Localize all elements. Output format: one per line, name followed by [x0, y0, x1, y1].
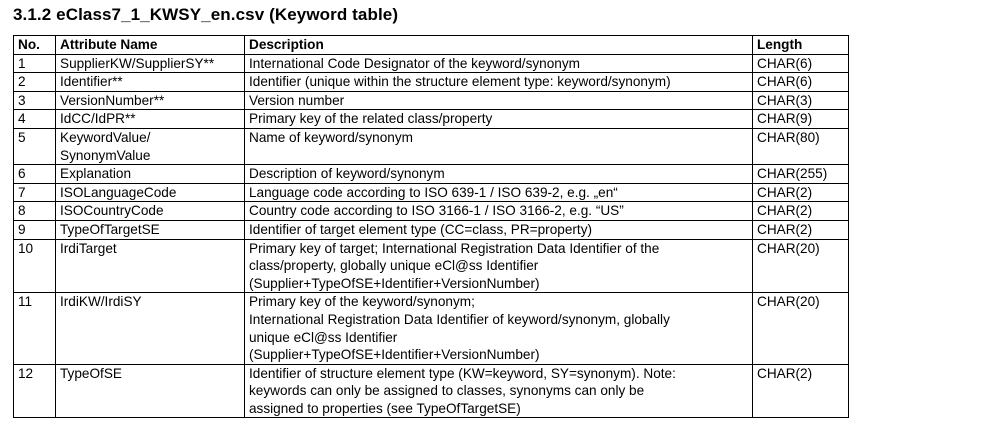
header-description: Description	[245, 36, 753, 55]
header-attribute-name: Attribute Name	[56, 36, 245, 55]
cell-no: 11	[14, 293, 56, 364]
cell-attribute-name	[56, 293, 245, 364]
cell-length: CHAR(80)	[753, 128, 849, 164]
table-row	[14, 54, 849, 73]
cell-attribute-name	[56, 91, 245, 110]
cell-description	[245, 364, 753, 418]
table-row	[14, 202, 849, 221]
attribute-name-line: TypeOfSE	[60, 365, 122, 381]
cell-attribute-name	[56, 128, 245, 164]
attribute-name-line: KeywordValue/	[60, 129, 151, 145]
description-line: Name of keyword/synonym	[249, 129, 413, 145]
cell-attribute-name	[56, 165, 245, 184]
cell-no: 12	[14, 364, 56, 418]
attribute-name-line: Explanation	[60, 166, 132, 182]
attribute-name-line: Identifier**	[60, 74, 123, 90]
description-line: unique eCl@ss Identifier	[249, 329, 398, 345]
cell-attribute-name	[56, 73, 245, 92]
attribute-name-line: IdCC/IdPR**	[60, 111, 136, 127]
description-line: International Code Designator of the keyword/synonym	[249, 55, 580, 71]
table-row	[14, 91, 849, 110]
table-row	[14, 128, 849, 164]
cell-attribute-name	[56, 220, 245, 239]
description-line: Identifier of target element type (CC=class, PR=property)	[249, 221, 593, 237]
cell-attribute-name	[56, 54, 245, 73]
cell-length: CHAR(255)	[753, 165, 849, 184]
description-line: Identifier (unique within the structure element type: keyword/synonym)	[249, 74, 671, 90]
cell-description	[245, 183, 753, 202]
cell-length: CHAR(9)	[753, 110, 849, 129]
cell-attribute-name	[56, 239, 245, 293]
description-line: class/property, globally unique eCl@ss Identifier	[249, 258, 539, 274]
cell-no: 2	[14, 73, 56, 92]
section-title: 3.1.2 eClass7_1_KWSY_en.csv (Keyword table)	[13, 5, 399, 24]
cell-no: 1	[14, 54, 56, 73]
cell-no: 6	[14, 165, 56, 184]
table-row	[14, 110, 849, 129]
table-row	[14, 364, 849, 418]
cell-attribute-name	[56, 183, 245, 202]
attribute-name-line: SupplierKW/SupplierSY**	[60, 55, 215, 71]
header-no: No.	[14, 36, 56, 55]
cell-length: CHAR(2)	[753, 364, 849, 418]
cell-description	[245, 110, 753, 129]
cell-length: CHAR(2)	[753, 220, 849, 239]
description-line: Description of keyword/synonym	[249, 166, 445, 182]
cell-description	[245, 91, 753, 110]
table-row	[14, 239, 849, 293]
table-row	[14, 220, 849, 239]
attribute-name-line: VersionNumber**	[60, 92, 165, 108]
cell-attribute-name	[56, 110, 245, 129]
cell-description	[245, 165, 753, 184]
description-line: Language code according to ISO 639-1 / ISO 639-2, e.g. „en“	[249, 184, 618, 200]
cell-length: CHAR(6)	[753, 54, 849, 73]
attribute-name-line: IrdiTarget	[60, 240, 117, 256]
description-line: Version number	[249, 92, 345, 108]
attribute-name-line: SynonymValue	[60, 147, 151, 163]
description-line: Primary key of the keyword/synonym;	[249, 294, 475, 310]
description-line: Primary key of the related class/property	[249, 111, 493, 127]
attribute-name-line: IrdiKW/IrdiSY	[60, 294, 142, 310]
cell-attribute-name	[56, 202, 245, 221]
description-line: Primary key of target; International Registration Data Identifier of the	[249, 240, 660, 256]
attribute-name-line: TypeOfTargetSE	[60, 221, 160, 237]
cell-description	[245, 293, 753, 364]
cell-description	[245, 202, 753, 221]
cell-length: CHAR(2)	[753, 183, 849, 202]
attribute-name-line: ISOLanguageCode	[60, 184, 177, 200]
table-header-row	[14, 36, 849, 55]
cell-no: 9	[14, 220, 56, 239]
table-row	[14, 165, 849, 184]
header-length: Length	[753, 36, 849, 55]
table-row	[14, 183, 849, 202]
description-line: Identifier of structure element type (KW=keyword, SY=synonym). Note:	[249, 365, 676, 381]
description-line: (Supplier+TypeOfSE+Identifier+VersionNumber)	[249, 275, 540, 291]
table-row	[14, 73, 849, 92]
cell-no: 10	[14, 239, 56, 293]
cell-length: CHAR(2)	[753, 202, 849, 221]
cell-no: 7	[14, 183, 56, 202]
description-line: International Registration Data Identifier of keyword/synonym, globally	[249, 311, 670, 327]
table-row	[14, 293, 849, 364]
cell-attribute-name	[56, 364, 245, 418]
cell-no: 8	[14, 202, 56, 221]
cell-description	[245, 239, 753, 293]
description-line: assigned to properties (see TypeOfTargetSE)	[249, 400, 521, 416]
cell-length: CHAR(3)	[753, 91, 849, 110]
description-line: Country code according to ISO 3166-1 / ISO 3166-2, e.g. “US”	[249, 203, 624, 219]
attribute-name-line: ISOCountryCode	[60, 203, 164, 219]
table-body	[14, 54, 849, 418]
cell-length: CHAR(20)	[753, 293, 849, 364]
cell-no: 3	[14, 91, 56, 110]
cell-description	[245, 128, 753, 164]
description-line: (Supplier+TypeOfSE+Identifier+VersionNumber)	[249, 347, 540, 363]
cell-description	[245, 73, 753, 92]
keyword-table	[13, 35, 849, 418]
description-line: keywords can only be assigned to classes, synonyms can only be	[249, 383, 645, 399]
cell-length: CHAR(6)	[753, 73, 849, 92]
cell-description	[245, 220, 753, 239]
cell-length: CHAR(20)	[753, 239, 849, 293]
cell-no: 5	[14, 128, 56, 164]
cell-description	[245, 54, 753, 73]
cell-no: 4	[14, 110, 56, 129]
